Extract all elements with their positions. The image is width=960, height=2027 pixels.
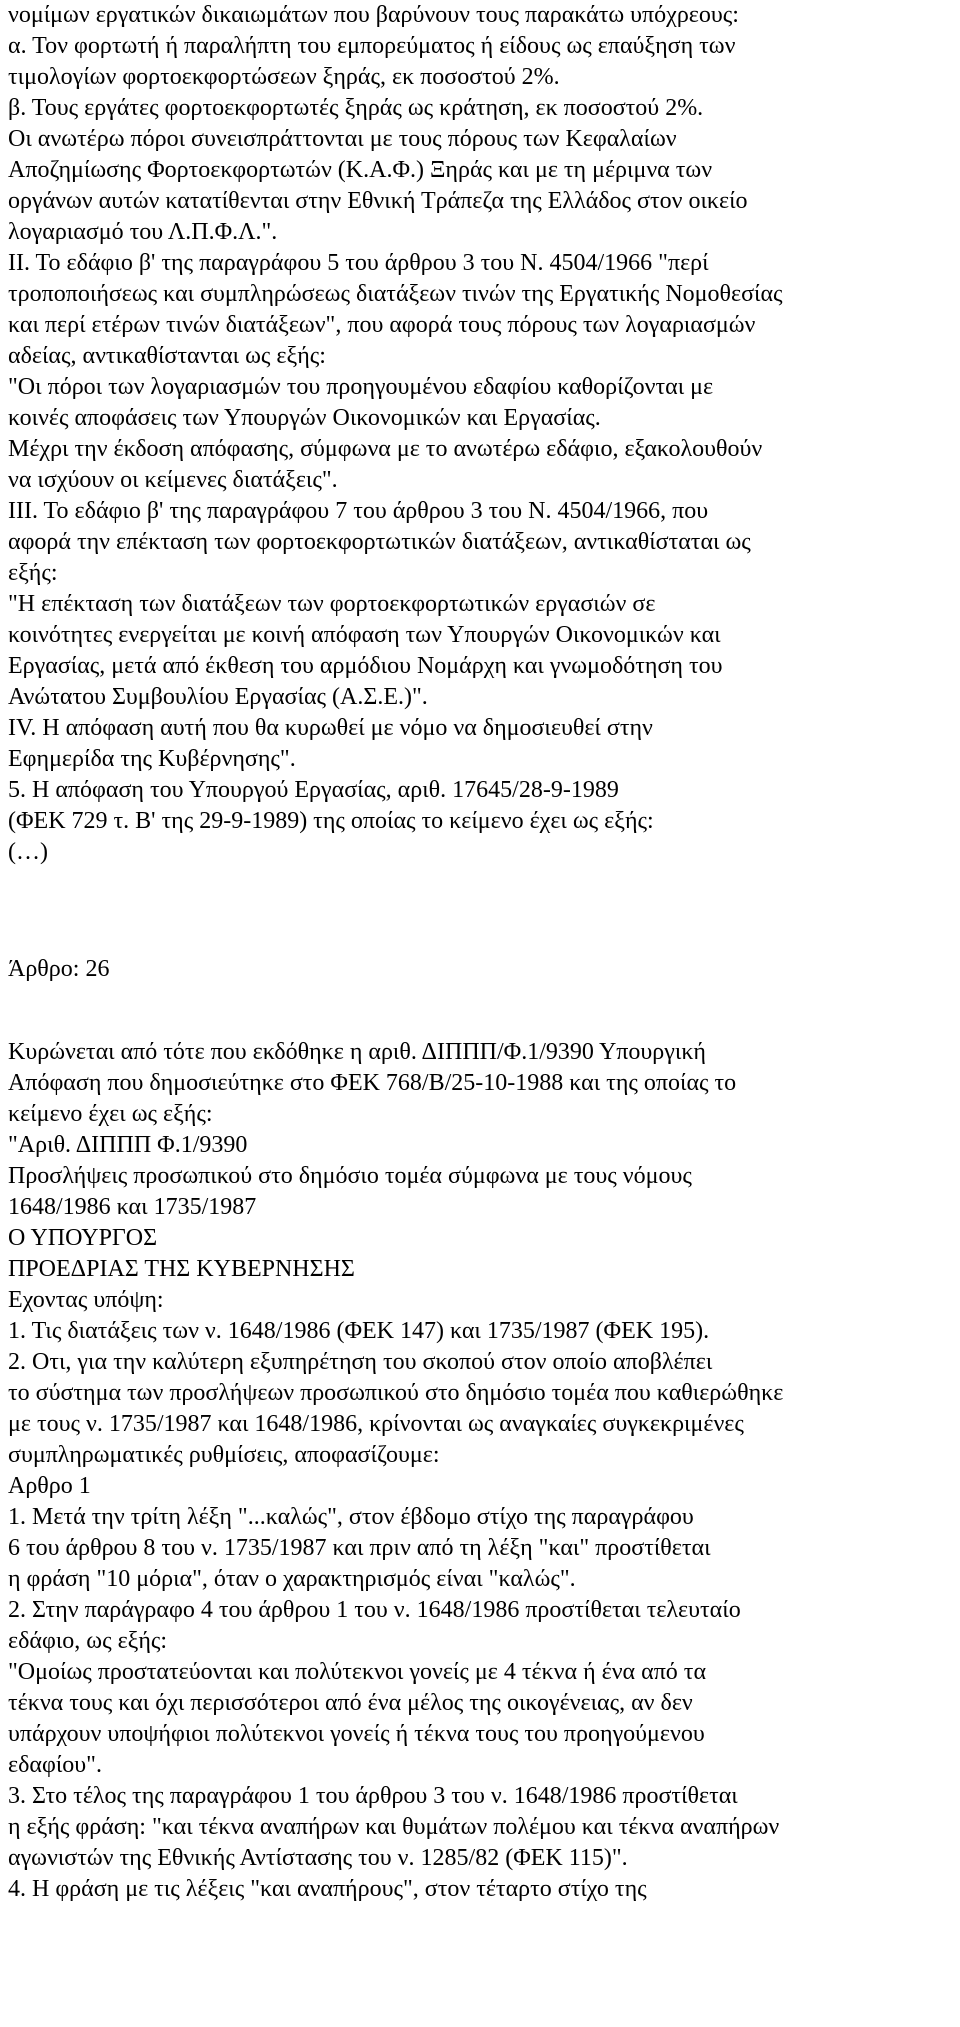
- text-line: Εχοντας υπόψη:: [8, 1287, 164, 1313]
- section-spacer: [8, 868, 952, 954]
- text-line: συμπληρωματικές ρυθμίσεις, αποφασίζουμε:: [8, 1442, 440, 1468]
- document-section-a: [8, 0, 952, 868]
- text-line: κοινές αποφάσεις των Υπουργών Οικονομικών και Εργασίας.: [8, 405, 601, 431]
- text-line: Ανώτατου Συμβουλίου Εργασίας (Α.Σ.Ε.)".: [8, 684, 428, 710]
- text-line: 2. Οτι, για την καλύτερη εξυπηρέτηση του σκοπού στον οποίο αποβλέπει: [8, 1349, 713, 1375]
- text-line: κείμενο έχει ως εξής:: [8, 1101, 213, 1127]
- text-line: Προσλήψεις προσωπικού στο δημόσιο τομέα σύμφωνα με τους νόμους: [8, 1163, 692, 1189]
- text-line: να ισχύουν οι κείμενες διατάξεις".: [8, 467, 338, 493]
- section-spacer: [8, 985, 952, 1037]
- text-line: εξής:: [8, 560, 58, 586]
- text-line: Απόφαση που δημοσιεύτηκε στο ΦΕΚ 768/Β/25-10-1988 και της οποίας το: [8, 1070, 737, 1096]
- document-section-b: [8, 1037, 952, 1905]
- text-line: Κυρώνεται από τότε που εκδόθηκε η αριθ. ΔΙΠΠΠ/Φ.1/9390 Υπουργική: [8, 1039, 706, 1065]
- text-line: η εξής φράση: "και τέκνα αναπήρων και θυμάτων πολέμου και τέκνα αναπήρων: [8, 1814, 780, 1840]
- text-line: (ΦΕΚ 729 τ. Β' της 29-9-1989) της οποίας το κείμενο έχει ως εξής:: [8, 808, 654, 834]
- article-heading: Άρθρο: 26: [8, 956, 110, 982]
- text-line: αφορά την επέκταση των φορτοεκφορτωτικών διατάξεων, αντικαθίσταται ως: [8, 529, 751, 555]
- text-line: λογαριασμό του Λ.Π.Φ.Λ.".: [8, 219, 278, 245]
- text-line: (…): [8, 839, 48, 865]
- text-line: η φράση "10 μόρια", όταν ο χαρακτηρισμός είναι "καλώς".: [8, 1566, 576, 1592]
- text-line: νομίμων εργατικών δικαιωμάτων που βαρύνουν τους παρακάτω υπόχρεους:: [8, 2, 739, 28]
- text-line: τροποποιήσεως και συμπληρώσεως διατάξεων τινών της Εργατικής Νομοθεσίας: [8, 281, 783, 307]
- text-line: υπάρχουν υποψήφιοι πολύτεκνοι γονείς ή τέκνα τους του προηγούμενου: [8, 1721, 705, 1747]
- text-line: ΙΙ. Το εδάφιο β' της παραγράφου 5 του άρθρου 3 του Ν. 4504/1966 "περί: [8, 250, 709, 276]
- text-line: Αρθρο 1: [8, 1473, 91, 1499]
- text-line: 3. Στο τέλος της παραγράφου 1 του άρθρου 3 του ν. 1648/1986 προστίθεται: [8, 1783, 738, 1809]
- text-line: το σύστημα των προσλήψεων προσωπικού στο δημόσιο τομέα που καθιερώθηκε: [8, 1380, 784, 1406]
- text-line: Εφημερίδα της Κυβέρνησης".: [8, 746, 296, 772]
- text-line: Αποζημίωσης Φορτοεκφορτωτών (Κ.Α.Φ.) Ξηράς και με τη μέριμνα των: [8, 157, 713, 183]
- text-line: "Ομοίως προστατεύονται και πολύτεκνοι γονείς με 4 τέκνα ή ένα από τα: [8, 1659, 707, 1685]
- text-line: και περί ετέρων τινών διατάξεων", που αφορά τους πόρους των λογαριασμών: [8, 312, 756, 338]
- text-line: τιμολογίων φορτοεκφορτώσεων ξηράς, εκ ποσοστού 2%.: [8, 64, 560, 90]
- text-line: Οι ανωτέρω πόροι συνεισπράττονται με τους πόρους των Κεφαλαίων: [8, 126, 677, 152]
- text-line: 2. Στην παράγραφο 4 του άρθρου 1 του ν. 1648/1986 προστίθεται τελευταίο: [8, 1597, 741, 1623]
- text-line: Εργασίας, μετά από έκθεση του αρμόδιου Νομάρχη και γνωμοδότηση του: [8, 653, 723, 679]
- text-line: Μέχρι την έκδοση απόφασης, σύμφωνα με το ανωτέρω εδάφιο, εξακολουθούν: [8, 436, 763, 462]
- text-line: 1. Μετά την τρίτη λέξη "...καλώς", στον έβδομο στίχο της παραγράφου: [8, 1504, 694, 1530]
- text-line: ΙΙΙ. Το εδάφιο β' της παραγράφου 7 του άρθρου 3 του Ν. 4504/1966, που: [8, 498, 709, 524]
- text-line: β. Τους εργάτες φορτοεκφορτωτές ξηράς ως κράτηση, εκ ποσοστού 2%.: [8, 95, 704, 121]
- text-line: α. Τον φορτωτή ή παραλήπτη του εμπορεύματος ή είδους ως επαύξηση των: [8, 33, 736, 59]
- text-line: ΠΡΟΕΔΡΙΑΣ ΤΗΣ ΚΥΒΕΡΝΗΣΗΣ: [8, 1256, 355, 1282]
- text-line: με τους ν. 1735/1987 και 1648/1986, κρίνονται ως αναγκαίες συγκεκριμένες: [8, 1411, 744, 1437]
- text-line: 5. Η απόφαση του Υπουργού Εργασίας, αριθ. 17645/28-9-1989: [8, 777, 619, 803]
- text-line: 6 του άρθρου 8 του ν. 1735/1987 και πριν από τη λέξη "και" προστίθεται: [8, 1535, 711, 1561]
- text-line: "Αριθ. ΔΙΠΠΠ Φ.1/9390: [8, 1132, 248, 1158]
- text-line: "Οι πόροι των λογαριασμών του προηγουμένου εδαφίου καθορίζονται με: [8, 374, 714, 400]
- text-line: αγωνιστών της Εθνικής Αντίστασης του ν. 1285/82 (ΦΕΚ 115)".: [8, 1845, 628, 1871]
- text-line: αδείας, αντικαθίστανται ως εξής:: [8, 343, 326, 369]
- text-line: κοινότητες ενεργείται με κοινή απόφαση των Υπουργών Οικονομικών και: [8, 622, 721, 648]
- text-line: ΙV. Η απόφαση αυτή που θα κυρωθεί με νόμο να δημοσιευθεί στην: [8, 715, 653, 741]
- text-line: τέκνα τους και όχι περισσότεροι από ένα μέλος της οικογένειας, αν δεν: [8, 1690, 693, 1716]
- text-line: Ο ΥΠΟΥΡΓΟΣ: [8, 1225, 158, 1251]
- text-line: εδάφιο, ως εξής:: [8, 1628, 168, 1654]
- text-line: 1. Τις διατάξεις των ν. 1648/1986 (ΦΕΚ 147) και 1735/1987 (ΦΕΚ 195).: [8, 1318, 710, 1344]
- text-line: οργάνων αυτών κατατίθενται στην Εθνική Τράπεζα της Ελλάδος στον οικείο: [8, 188, 748, 214]
- text-line: "Η επέκταση των διατάξεων των φορτοεκφορτωτικών εργασιών σε: [8, 591, 656, 617]
- text-line: εδαφίου".: [8, 1752, 102, 1778]
- text-line: 1648/1986 και 1735/1987: [8, 1194, 257, 1220]
- text-line: 4. Η φράση με τις λέξεις "και αναπήρους", στον τέταρτο στίχο της: [8, 1876, 647, 1902]
